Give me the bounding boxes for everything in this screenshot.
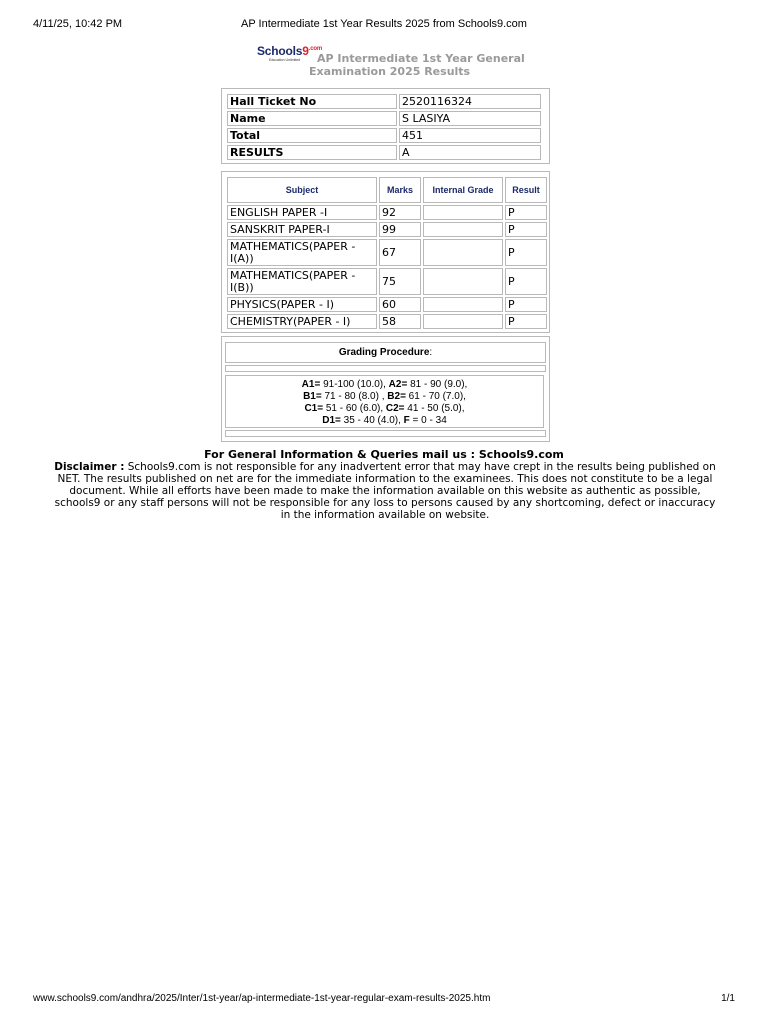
- grade-range: 91-100 (10.0),: [320, 379, 389, 390]
- marks-row: [227, 222, 547, 237]
- student-info-row: [227, 128, 541, 143]
- grade-range: 41 - 50 (5.0),: [404, 403, 465, 414]
- grading-line: [226, 391, 543, 403]
- results-header: [257, 42, 557, 82]
- grading-title: [225, 342, 546, 363]
- info-label: Hall Ticket No: [227, 94, 397, 109]
- internal-grade-cell: [423, 297, 503, 312]
- col-header-result: Result: [505, 177, 547, 203]
- internal-grade-cell: [423, 268, 503, 295]
- grade-code: B2=: [387, 391, 406, 402]
- student-info-row: [227, 145, 541, 160]
- internal-grade-cell: [423, 222, 503, 237]
- marks-cell: 58: [379, 314, 421, 329]
- info-value: 2520116324: [399, 94, 541, 109]
- internal-grade-cell: [423, 239, 503, 266]
- logo-nine: 9: [302, 44, 309, 58]
- info-value: 451: [399, 128, 541, 143]
- result-cell: P: [505, 239, 547, 266]
- disclaimer-label: Disclaimer :: [54, 461, 125, 473]
- marks-header-row: [227, 177, 547, 203]
- grade-code: F: [403, 415, 410, 426]
- marks-row: [227, 297, 547, 312]
- col-header-marks: Marks: [379, 177, 421, 203]
- page-title: [309, 52, 549, 78]
- marks-row: [227, 205, 547, 220]
- student-info-panel: [221, 88, 550, 164]
- grade-code: C2=: [385, 403, 405, 414]
- grade-range: 71 - 80 (8.0) ,: [321, 391, 388, 402]
- subject-cell: MATHEMATICS(PAPER - I(A)): [227, 239, 377, 266]
- grading-panel: [221, 336, 550, 442]
- marks-cell: 75: [379, 268, 421, 295]
- marks-cell: 99: [379, 222, 421, 237]
- subject-cell: MATHEMATICS(PAPER - I(B)): [227, 268, 377, 295]
- col-header-internal-grade: Internal Grade: [423, 177, 503, 203]
- grading-scale: [225, 375, 544, 428]
- internal-grade-cell: [423, 314, 503, 329]
- result-cell: P: [505, 314, 547, 329]
- subject-cell: ENGLISH PAPER -I: [227, 205, 377, 220]
- info-label: RESULTS: [227, 145, 397, 160]
- result-cell: P: [505, 268, 547, 295]
- marks-row: [227, 239, 547, 266]
- print-doc-title: AP Intermediate 1st Year Results 2025 from Schools9.com: [241, 18, 527, 30]
- grade-code: C1=: [304, 403, 324, 414]
- info-value: A: [399, 145, 541, 160]
- grade-range: = 0 - 34: [409, 415, 447, 426]
- disclaimer: [54, 461, 716, 521]
- result-cell: P: [505, 222, 547, 237]
- result-cell: P: [505, 205, 547, 220]
- contact-info: For General Information & Queries mail us : Schools9.com: [204, 448, 564, 461]
- print-datetime: 4/11/25, 10:42 PM: [33, 18, 123, 30]
- grading-title-text: Grading Procedure: [338, 347, 430, 358]
- info-label: Total: [227, 128, 397, 143]
- marks-cell: 92: [379, 205, 421, 220]
- grading-line: [226, 415, 543, 427]
- subject-cell: CHEMISTRY(PAPER - I): [227, 314, 377, 329]
- grade-code: B1=: [303, 391, 322, 402]
- marks-cell: 60: [379, 297, 421, 312]
- col-header-subject: Subject: [227, 177, 377, 203]
- subject-cell: SANSKRIT PAPER-I: [227, 222, 377, 237]
- grade-range: 81 - 90 (9.0),: [407, 379, 468, 390]
- marks-table: [225, 175, 549, 331]
- logo-tagline: Education Unlimited: [269, 58, 301, 62]
- print-page-number: 1/1: [721, 993, 735, 1004]
- marks-cell: 67: [379, 239, 421, 266]
- info-label: Name: [227, 111, 397, 126]
- grade-range: 61 - 70 (7.0),: [405, 391, 466, 402]
- page-title-line1: AP Intermediate 1st Year General: [317, 52, 525, 65]
- result-cell: P: [505, 297, 547, 312]
- logo-com: .com: [308, 46, 322, 52]
- grading-line: [226, 379, 543, 391]
- logo-word: Schools: [257, 44, 303, 58]
- subject-cell: PHYSICS(PAPER - I): [227, 297, 377, 312]
- grading-title-colon: :: [429, 347, 433, 358]
- student-info-table: [225, 92, 543, 162]
- marks-row: [227, 268, 547, 295]
- grade-range: 35 - 40 (4.0),: [340, 415, 404, 426]
- grade-range: 51 - 60 (6.0),: [323, 403, 386, 414]
- marks-row: [227, 314, 547, 329]
- grade-code: D1=: [322, 415, 341, 426]
- grade-code: A1=: [301, 379, 321, 390]
- marks-panel: [221, 171, 550, 333]
- student-info-row: [227, 94, 541, 109]
- grading-divider: [225, 430, 546, 437]
- print-footer: [0, 993, 768, 1007]
- grading-divider: [225, 365, 546, 372]
- grade-code: A2=: [388, 379, 408, 390]
- print-url: www.schools9.com/andhra/2025/Inter/1st-year/ap-intermediate-1st-year-regular-exam-results-2025.htm: [33, 993, 491, 1004]
- internal-grade-cell: [423, 205, 503, 220]
- grading-line: [226, 403, 543, 415]
- print-header: [0, 18, 768, 32]
- page-title-line2: Examination 2025 Results: [309, 65, 471, 78]
- student-info-row: [227, 111, 541, 126]
- disclaimer-text: Schools9.com is not responsible for any inadvertent error that may have crept in the results being published on NET. The results published on net are for the immediate information to the examinees. This does not constitute to be a legal document. While all efforts have been made to make the information available on this website as authentic as possible, schools9 or any staff persons will not be responsible for any loss to persons caused by any shortcoming, defect or inaccuracy in the information available on website.: [54, 461, 716, 521]
- schools9-logo[interactable]: [257, 44, 322, 66]
- info-value: S LASIYA: [399, 111, 541, 126]
